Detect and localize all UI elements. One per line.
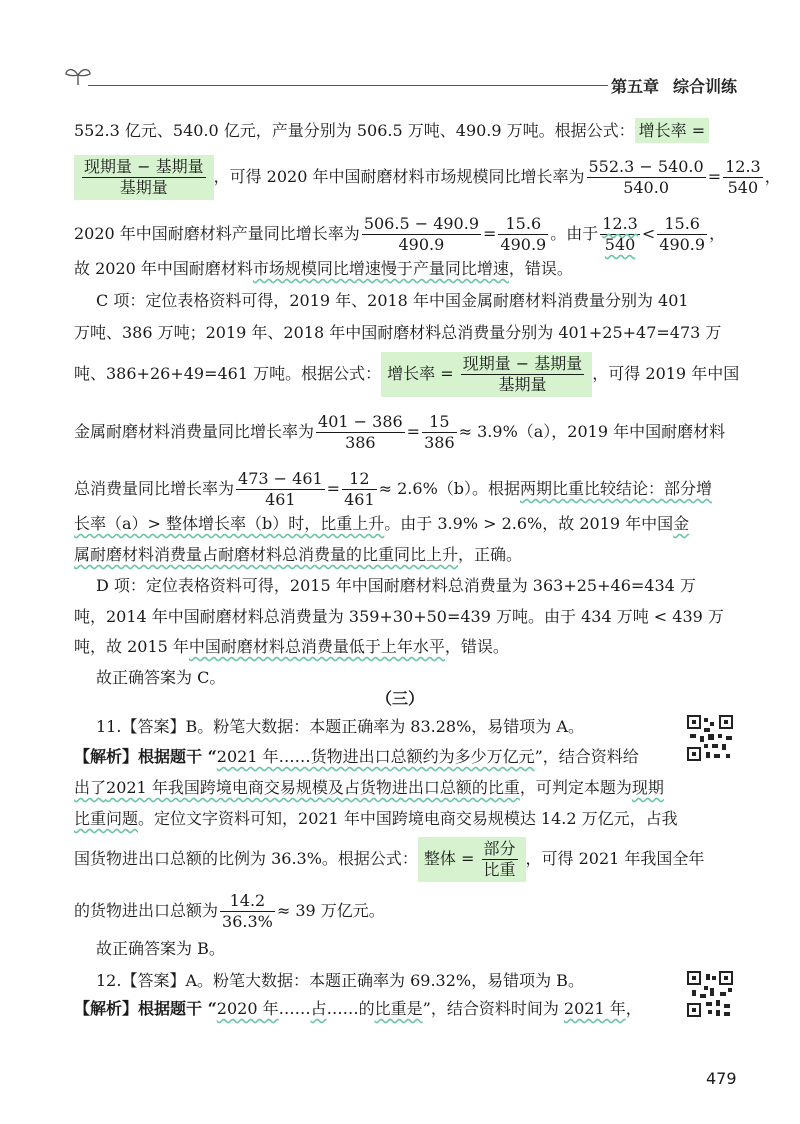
text-line (74, 120, 709, 142)
formula-highlight: 增长率 = $\frac{\text{现期量 − 基期量}}{\text{基期量}}$ (381, 352, 592, 397)
qr-code-icon (686, 714, 734, 762)
text-line: 【解析】根据题干 “2020 年……占……的比重是”，结合资料时间为 2021 年， (74, 999, 642, 1018)
answer-line: 11.【答案】B。粉笔大数据：本题正确率为 83.28%，易错项为 A。 (96, 717, 584, 736)
fraction: $\frac{14.2}{36.3\%}$ (222, 891, 273, 931)
wavy-emphasis: 2021 年……货物进出口总额约为多少万亿元 (216, 747, 535, 766)
text: 2020 年中国耐磨材料产量同比增长率为 (74, 224, 360, 243)
formula-highlight (74, 155, 214, 200)
fraction: $\frac{12.3}{540}$ (602, 214, 638, 254)
fraction: $\frac{552.3 - 540.0}{540.0}$ (588, 157, 704, 197)
chapter-label: 第五章 (611, 77, 660, 96)
text-line: 金属耐磨材料消费量同比增长率为 $\frac{401 - 386}{386}$ = $\frac{15}{386}$ ≈ 3.9%（a），2019 年中国耐磨材料 (74, 412, 726, 452)
fraction: $\frac{473 - 461}{461}$ (238, 469, 323, 509)
wavy-emphasis: 比重问题 (74, 809, 139, 828)
wavy-emphasis: 市场规模同比增速慢于产量同比增速 (252, 259, 509, 278)
fraction: $\frac{\text{部分}}{\text{比重}}$ (483, 839, 516, 879)
chapter-heading (611, 74, 751, 97)
text-line: 故 2020 年中国耐磨材料市场规模同比增速慢于产量同比增速，错误。 (74, 259, 573, 278)
section-title: （三） (375, 689, 424, 708)
header-rule (88, 85, 608, 86)
fraction: $\frac{12}{461}$ (344, 469, 375, 509)
text-line: 吨，2014 年中国耐磨材料总消费量为 359+30+50=439 万吨。由于 434 万吨 < 439 万 (74, 607, 724, 626)
text-line: D 项：定位表格资料可得，2015 年中国耐磨材料总消费量为 363+25+46=434 万 (96, 576, 696, 595)
text: ，可得 2020 年中国耐磨材料市场规模同比增长率为 (213, 167, 585, 186)
text-line: 属耐磨材料消费量占耐磨材料总消费量的比重同比上升，正确。 (74, 545, 523, 564)
text-line: 吨，故 2015 年中国耐磨材料总消费量低于上年水平，错误。 (74, 637, 509, 656)
sprout-icon (64, 64, 92, 86)
text-line: 总消费量同比增长率为 $\frac{473 - 461}{461}$ = $\frac{12}{461}$ ≈ 2.6%（b）。根据两期比重比较结论：部分增 (74, 469, 713, 509)
wavy-emphasis: 长率（a）> 整体增长率（b）时，比重上升 (74, 514, 385, 533)
text-line: $\frac{\text{现期量 − 基期量}}{\text{基期量}}$ ，可得 2020 年中国耐磨材料市场规模同比增长率为 $\frac{552.3 - 540.0}{540.0}$ = $\frac{12.3}{540}$ ， (74, 155, 781, 200)
text-line: 吨、386+26+49=461 万吨。根据公式： 增长率 = $\frac{\text{现期量 − 基期量}}{\text{基期量}}$ ，可得 2019 年中国 (74, 352, 739, 397)
fraction: $\frac{15.6}{490.9}$ (500, 214, 547, 254)
text-line: 出了2021 年我国跨境电商交易规模及占货物进出口总额的比重，可判定本题为现期 (74, 778, 664, 797)
fraction: $\frac{\text{现期量 − 基期量}}{\text{基期量}}$ (462, 354, 583, 394)
fraction: $\frac{12.3}{540}$ (725, 157, 761, 197)
wavy-emphasis: 2021 年我国跨境电商交易规模及占货物进出口总额的比重 (106, 778, 520, 797)
text-line: 2020 年中国耐磨材料产量同比增长率为 $\frac{506.5 - 490.9}{490.9}$ = $\frac{15.6}{490.9}$ 。由于 $\frac{12.3}{540}$ < $\frac{15.6}{490.9}$ ， (74, 214, 726, 254)
text-line: 【解析】根据题干 “2021 年……货物进出口总额约为多少万亿元”，结合资料给 (74, 747, 639, 766)
answer-line: 12.【答案】A。粉笔大数据：本题正确率为 69.32%，易错项为 B。 (96, 971, 584, 990)
text-line: 的货物进出口总额为 $\frac{14.2}{36.3\%}$ ≈ 39 万亿元。 (74, 891, 385, 931)
formula-highlight: 增长率 = (635, 118, 710, 143)
page-number: 479 (706, 1069, 737, 1088)
text-line: 故正确答案为 B。 (96, 939, 225, 958)
wavy-emphasis: 属耐磨材料消费量占耐磨材料总消费量的比重同比上升 (74, 545, 459, 564)
text-line: C 项：定位表格资料可得，2019 年、2018 年中国金属耐磨材料消费量分别为 401 (96, 291, 689, 310)
text-line: 万吨、386 万吨；2019 年、2018 年中国耐磨材料总消费量分别为 401+25+47=473 万 (74, 323, 722, 342)
fraction: $\frac{15.6}{490.9}$ (659, 214, 706, 254)
fraction: $\frac{506.5 - 490.9}{490.9}$ (363, 214, 479, 254)
text-line: 国货物进出口总额的比例为 36.3%。根据公式： 整体 = $\frac{\text{部分}}{\text{比重}}$ ，可得 2021 年我国全年 (74, 837, 704, 882)
qr-code-icon (686, 970, 734, 1018)
text: 552.3 亿元、540.0 亿元，产量分别为 506.5 万吨、490.9 万吨。根据公式： (74, 121, 635, 140)
formula-highlight: 整体 = $\frac{\text{部分}}{\text{比重}}$ (418, 837, 526, 882)
text-line: 故正确答案为 C。 (96, 668, 226, 687)
wavy-emphasis: 两期比重比较结论：部分增 (520, 479, 713, 498)
fraction: $\frac{\text{现期量 − 基期量}}{\text{基期量}}$ (84, 157, 204, 197)
wavy-emphasis: 中国耐磨材料总消费量低于上年水平 (188, 637, 445, 656)
section-label: 综合训练 (673, 77, 738, 96)
fraction: $\frac{15}{386}$ (424, 412, 455, 452)
text-line: 比重问题。定位文字资料可知，2021 年中国跨境电商交易规模达 14.2 万亿元，占我 (74, 809, 678, 828)
text-line: 长率（a）> 整体增长率（b）时，比重上升。由于 3.9% > 2.6%，故 2019 年中国金 (74, 514, 690, 533)
fraction: $\frac{401 - 386}{386}$ (318, 412, 403, 452)
